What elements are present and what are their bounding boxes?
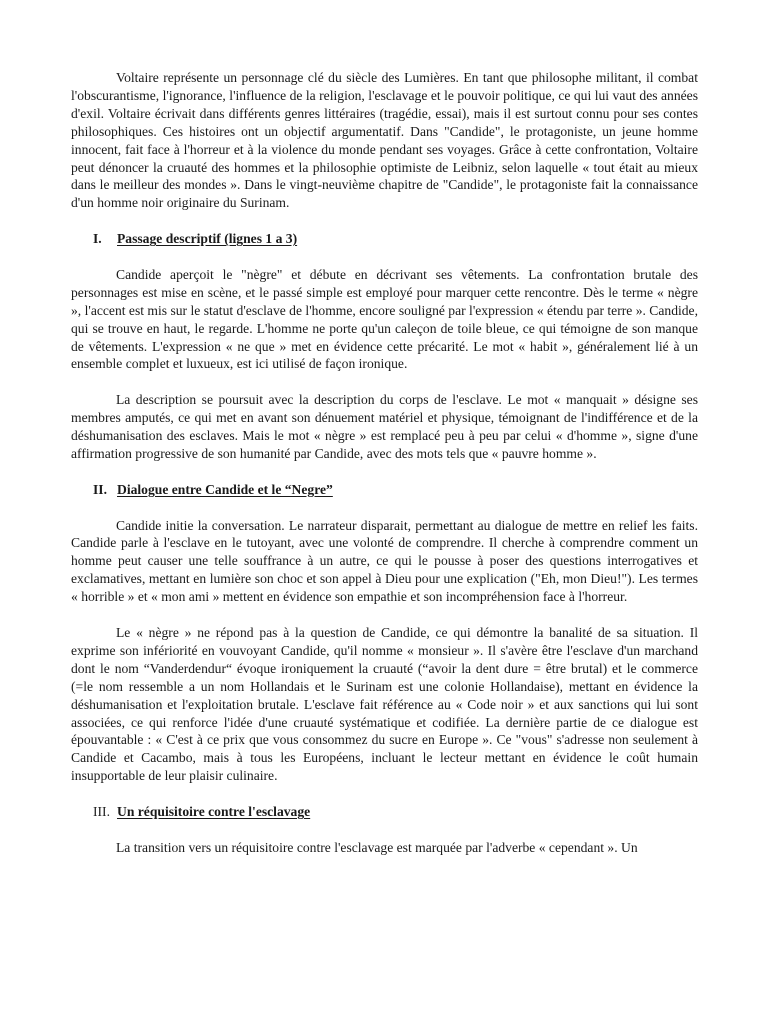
section-1-paragraph-2: La description se poursuit avec la description du corps de l'esclave. Le mot « manquait » désigne ses membres amputés, ce qui met en avant son dénuement matériel et physique, témoignant de l'indifférence et de la déshumanisation des esclaves. Mais le mot « nègre » est remplacé peu à peu par celui « d'homme », signe d'une affirmation progressive de son humanité par Candide, avec des mots tels que « pauvre homme ». bbox=[71, 392, 698, 461]
section-2-paragraph-1: Candide initie la conversation. Le narrateur disparait, permettant au dialogue de mettre en relief les faits. Candide parle à l'esclave en le tutoyant, avec une volonté de comprendre. Il cherche à comprendre comment un homme peut causer une telle souffrance à un autre, ce qui le pousse à poser des questions interrogatives et exclamatives, mettant en lumière son choc et son appel à Dieu pour une explication ("Eh, mon Dieu!"). Les termes « horrible » et « mon ami » mettent en évidence son empathie et son incompréhension face à l'horreur. bbox=[71, 517, 698, 605]
section-2-paragraph-2: Le « nègre » ne répond pas à la question de Candide, ce qui démontre la banalité de sa situation. Il exprime son infériorité en vouvoyant Candide, qu'il nomme « monsieur ». Il s'avère être l'esclave d'un marchand dont le nom “Vanderdendur“ évoque ironiquement la cruauté (“avoir la dent dure = être brutal) et le commerce (=le nom ressemble a un nom Hollandais et le Surinam est une colonie Hollandaise), mettant en évidence la déshumanisation et l'exploitation brutale. L'esclave fait référence au « Code noir » et aux sanctions qui lui sont associées, ce qui renforce l'idée d'une cruauté systématique et codifiée. La dernière partie de ce dialogue est épouvantable : « C'est à ce prix que vous consommez du sucre en Europe ». Ce "vous" s'adresse non seulement à Candide et Cacambo, mais à tous les Européens, incluant le lecteur mettant en évidence le coût humain insupportable de leur plaisir culinaire. bbox=[71, 625, 698, 784]
section-3-heading bbox=[71, 803, 698, 821]
section-1-heading bbox=[71, 230, 698, 248]
spacer bbox=[71, 785, 698, 803]
spacer bbox=[71, 212, 698, 230]
spacer bbox=[71, 463, 698, 481]
section-3-title: Un réquisitoire contre l'esclavage bbox=[117, 804, 311, 820]
spacer bbox=[71, 821, 698, 839]
section-3-paragraph-1: La transition vers un réquisitoire contre l'esclavage est marquée par l'adverbe « cependant ». Un bbox=[116, 839, 638, 855]
intro-paragraph: Voltaire représente un personnage clé du siècle des Lumières. En tant que philosophe militant, il combat l'obscurantisme, l'ignorance, l'influence de la religion, l'esclavage et le pouvoir politique, ce qui lui vaut des années d'exil. Voltaire écrivait dans différents genres littéraires (tragédie, essai), mais il est surtout connu pour ses contes philosophiques. Ces histoires ont un objectif argumentatif. Dans "Candide", le protagoniste, un jeune homme innocent, fait face à l'horreur et à la violence du monde pendant ses voyages. Grâce à cette confrontation, Voltaire peut dénoncer la cruauté des hommes et la philosophie optimiste de Leibniz, selon laquelle « tout était au mieux dans le meilleur des mondes ». Dans le vingt-neuvième chapitre de "Candide", le protagoniste fait la connaissance d'un homme noir originaire du Surinam. bbox=[71, 70, 698, 211]
spacer bbox=[71, 248, 698, 266]
section-2-title: Dialogue entre Candide et le “Negre” bbox=[117, 481, 333, 497]
spacer bbox=[71, 606, 698, 624]
section-1-paragraph-1: Candide aperçoit le "nègre" et débute en décrivant ses vêtements. La confrontation brutale des personnages est mise en scène, et le passé simple est employé pour marquer cette rencontre. Dès le terme « nègre », l'accent est mis sur le statut d'esclave de l'homme, encore souligné par l'expression « étendu par terre ». Candide, qui se trouve en haut, le regarde. L'homme ne porte qu'un caleçon de toile bleue, ce qui témoigne de son manque de vêtements. L'expression « ne que » met en évidence cette précarité. Le mot « habit », généralement lié à un ensemble complet et luxueux, est ici utilisé de façon ironique. bbox=[71, 266, 698, 372]
section-2-heading bbox=[71, 481, 698, 499]
spacer bbox=[71, 499, 698, 517]
section-3-number: III. bbox=[93, 804, 110, 820]
section-2-number: II. bbox=[93, 481, 107, 497]
section-1-number: I. bbox=[93, 231, 102, 247]
spacer bbox=[71, 373, 698, 391]
section-1-title: Passage descriptif (lignes 1 a 3) bbox=[117, 231, 298, 247]
document-page bbox=[71, 69, 698, 857]
